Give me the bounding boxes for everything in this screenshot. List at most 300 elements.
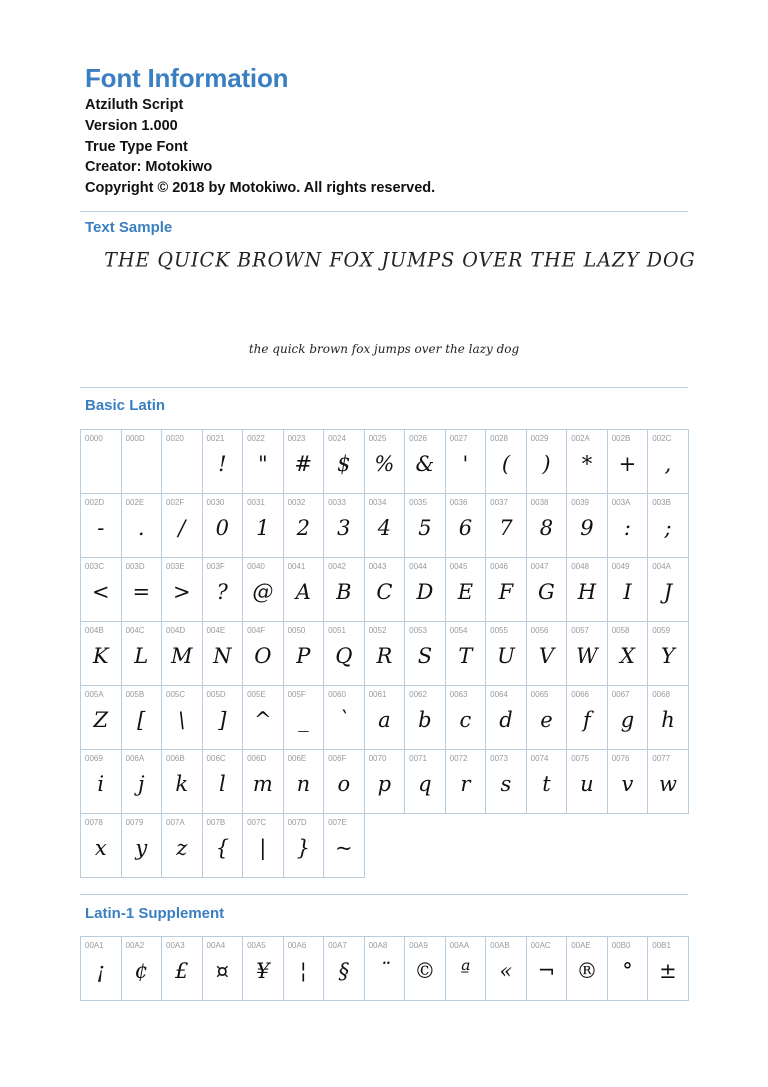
glyph-char: ¤ [215,959,229,983]
glyph-code: 003F [206,562,225,571]
glyph-cell [405,558,446,622]
glyph-code: 00A3 [166,941,185,950]
glyph-cell [405,937,446,1001]
basic-latin-heading: Basic Latin [85,397,166,414]
glyph-cell [243,558,284,622]
glyph-cell [567,558,608,622]
glyph-cell [608,622,649,686]
glyph-code: 004B [85,626,104,635]
glyph-cell [81,750,122,814]
glyph-char: 8 [539,516,554,540]
glyph-char: n [296,772,311,796]
glyph-code: 004A [652,562,671,571]
glyph-char: h [661,708,675,732]
glyph-code: 002E [125,498,145,507]
glyph-code: 003E [166,562,185,571]
glyph-cell [405,686,446,750]
glyph-cell [405,494,446,558]
glyph-cell [365,430,406,494]
glyph-code: 0070 [368,754,387,763]
glyph-code: 0054 [449,626,468,635]
glyph-code: 0071 [409,754,427,763]
glyph-char: a [378,708,391,732]
glyph-char: X [619,644,635,668]
glyph-code: 0064 [490,690,508,699]
glyph-char: - [97,516,105,540]
glyph-char: / [178,516,186,540]
glyph-cell [527,686,568,750]
glyph-char: i [97,772,105,796]
glyph-code: 0074 [530,754,549,763]
glyph-code: 0042 [328,562,346,571]
glyph-cell [608,750,649,814]
glyph-code: 005A [85,690,104,699]
glyph-cell [162,622,203,686]
glyph-char: W [576,644,598,668]
glyph-code: 00AC [530,941,551,950]
glyph-cell [324,686,365,750]
glyph-char: f [583,708,591,732]
glyph-cell [405,430,446,494]
glyph-cell [365,686,406,750]
glyph-char: N [213,644,232,668]
glyph-code: 00A7 [328,941,347,950]
glyph-char: O [254,644,272,668]
glyph-code: 0038 [530,498,549,507]
glyph-code: 0030 [206,498,225,507]
glyph-cell [446,494,487,558]
glyph-char: ) [542,452,551,476]
glyph-code: 0046 [490,562,508,571]
glyph-cell [284,558,325,622]
glyph-cell [203,750,244,814]
latin1-grid [80,936,689,1001]
glyph-char: ¡ [96,959,105,983]
glyph-code: 0025 [368,434,387,443]
glyph-code: 0022 [247,434,265,443]
font-info-block [85,95,435,199]
glyph-cell [648,558,689,622]
glyph-cell [203,686,244,750]
glyph-char: B [336,580,352,604]
glyph-code: 00AB [490,941,510,950]
glyph-code: 0035 [409,498,427,507]
glyph-code: 0026 [409,434,427,443]
glyph-cell [284,750,325,814]
glyph-char: ª [460,959,471,983]
glyph-char: J [663,580,673,604]
glyph-cell [527,558,568,622]
glyph-code: 00AA [449,941,470,950]
glyph-char: * [581,452,593,476]
glyph-code: 0020 [166,434,184,443]
glyph-code: 00A2 [125,941,145,950]
glyph-char: V [538,644,555,668]
glyph-char: q [418,772,432,796]
glyph-code: 0073 [490,754,508,763]
glyph-cell [486,494,527,558]
glyph-cell [162,558,203,622]
glyph-cell [486,558,527,622]
glyph-char: < [91,580,110,604]
glyph-char: ` [338,708,350,732]
glyph-char: $ [337,452,351,476]
glyph-code: 0057 [571,626,589,635]
basic-latin-grid [80,429,689,878]
glyph-cell [284,814,325,878]
glyph-cell [446,622,487,686]
glyph-code: 0039 [571,498,589,507]
glyph-char: ¦ [299,959,307,983]
glyph-cell [527,494,568,558]
glyph-code: 0041 [287,562,306,571]
glyph-code: 0068 [652,690,671,699]
glyph-char: \ [178,708,186,732]
glyph-code: 0075 [571,754,589,763]
glyph-char: " [257,452,268,476]
glyph-char: . [137,516,145,540]
glyph-cell [608,494,649,558]
glyph-cell [81,558,122,622]
lowercase-sample: the quick brown fox jumps over the lazy dog [248,342,520,356]
glyph-cell [527,430,568,494]
glyph-code: 007E [328,818,347,827]
glyph-char: [ [137,708,146,732]
glyph-char: o [337,772,351,796]
glyph-code: 006E [287,754,307,763]
glyph-char: © [414,959,436,983]
glyph-cell [486,686,527,750]
glyph-code: 0056 [530,626,549,635]
glyph-cell [648,937,689,1001]
glyph-code: 0066 [571,690,589,699]
glyph-char: z [176,836,188,860]
glyph-char: Z [93,708,109,732]
glyph-char: 1 [256,516,270,540]
glyph-cell [284,430,325,494]
glyph-code: 0043 [368,562,387,571]
glyph-cell [203,622,244,686]
glyph-code: 0076 [611,754,630,763]
glyph-char: y [135,836,148,860]
glyph-char: ¥ [256,959,270,983]
glyph-char: k [175,772,189,796]
glyph-code: 005C [166,690,186,699]
glyph-code: 003B [652,498,671,507]
glyph-code: 007D [287,818,307,827]
glyph-char: H [577,580,597,604]
glyph-cell [567,686,608,750]
glyph-code: 00A6 [287,941,307,950]
glyph-code: 0000 [85,434,103,443]
glyph-code: 007A [166,818,185,827]
glyph-char: ¬ [537,959,556,983]
section-divider [80,387,688,388]
glyph-code: 002D [85,498,105,507]
glyph-code: 006C [206,754,226,763]
glyph-code: 005F [287,690,306,699]
glyph-char: ? [216,580,228,604]
glyph-char: p [377,772,392,796]
glyph-cell [162,686,203,750]
glyph-code: 0034 [368,498,387,507]
glyph-char: > [172,580,191,604]
glyph-cell [203,430,244,494]
glyph-code: 0061 [368,690,387,699]
glyph-cell [243,814,284,878]
glyph-char: § [338,959,350,983]
glyph-code: 0021 [206,434,225,443]
glyph-code: 005B [125,690,145,699]
glyph-char: K [92,644,109,668]
glyph-code: 0037 [490,498,508,507]
glyph-code: 007B [206,818,226,827]
glyph-cell [486,750,527,814]
glyph-code: 006D [247,754,267,763]
glyph-cell [243,686,284,750]
glyph-char: ¢ [134,959,148,983]
glyph-code: 005D [206,690,226,699]
glyph-cell [486,430,527,494]
glyph-char: 0 [215,516,229,540]
glyph-cell [122,558,163,622]
glyph-code: 0067 [611,690,630,699]
glyph-code: 0036 [449,498,468,507]
glyph-char: Y [661,644,675,668]
glyph-code: 0058 [611,626,630,635]
glyph-code: 002A [571,434,590,443]
glyph-char: ¨ [379,959,390,983]
glyph-char: ( [501,452,511,476]
glyph-char: ] [218,708,227,732]
glyph-code: 00A8 [368,941,388,950]
glyph-cell [162,814,203,878]
glyph-char: ^ [254,708,272,732]
glyph-code: 0062 [409,690,427,699]
glyph-char: | [259,836,267,860]
glyph-cell [527,750,568,814]
glyph-char: F [498,580,514,604]
glyph-char: 2 [296,516,311,540]
glyph-cell [567,937,608,1001]
glyph-code: 000D [125,434,145,443]
glyph-cell [527,937,568,1001]
glyph-code: 003A [611,498,631,507]
glyph-code: 0055 [490,626,508,635]
glyph-char: 9 [580,516,594,540]
glyph-cell [324,430,365,494]
glyph-char: £ [175,959,189,983]
glyph-code: 0065 [530,690,549,699]
glyph-cell [122,937,163,1001]
glyph-cell [446,558,487,622]
glyph-code: 00A1 [85,941,104,950]
glyph-code: 004F [247,626,266,635]
glyph-cell [81,622,122,686]
glyph-cell [162,937,203,1001]
glyph-code: 006A [125,754,145,763]
glyph-cell [365,750,406,814]
glyph-cell [405,622,446,686]
font-name: Atziluth Script [85,97,184,113]
glyph-char: G [538,580,555,604]
glyph-code: 002C [652,434,672,443]
glyph-cell [324,622,365,686]
glyph-code: 0060 [328,690,346,699]
glyph-code: 0023 [287,434,306,443]
font-creator: Creator: Motokiwo [85,159,213,176]
font-copyright: Copyright © 2018 by Motokiwo. All rights reserved. [85,180,436,197]
glyph-cell [203,937,244,1001]
glyph-code: 002B [611,434,631,443]
glyph-code: 0050 [287,626,306,635]
glyph-char: P [296,644,311,668]
glyph-char: ! [218,452,227,476]
glyph-cell [648,686,689,750]
page-title: Font Information [85,63,289,93]
glyph-cell [608,430,649,494]
glyph-cell [284,494,325,558]
glyph-code: 00AE [571,941,591,950]
glyph-code: 00B1 [652,941,671,950]
glyph-code: 0079 [125,818,144,827]
glyph-cell [162,430,203,494]
glyph-char: 5 [418,516,432,540]
glyph-code: 0045 [449,562,468,571]
glyph-char: l [218,772,226,796]
glyph-cell [122,750,163,814]
glyph-char: 4 [377,516,392,540]
glyph-code: 002F [166,498,185,507]
glyph-cell [81,814,122,878]
glyph-code: 0053 [409,626,427,635]
glyph-code: 0024 [328,434,346,443]
glyph-code: 003C [85,562,105,571]
glyph-char: « [499,959,513,983]
glyph-char: I [623,580,632,604]
glyph-char: R [376,644,393,668]
glyph-cell [162,494,203,558]
glyph-cell [122,430,163,494]
glyph-cell [567,622,608,686]
glyph-cell [446,750,487,814]
glyph-cell [162,750,203,814]
glyph-char: # [294,452,313,476]
glyph-cell [243,622,284,686]
glyph-char: E [457,580,474,604]
glyph-code: 00A9 [409,941,428,950]
glyph-cell [122,814,163,878]
glyph-cell [324,814,365,878]
glyph-char: ± [659,959,677,983]
glyph-cell [648,750,689,814]
glyph-cell [365,558,406,622]
glyph-char: 6 [458,516,473,540]
glyph-char: % [374,452,395,476]
glyph-cell [81,430,122,494]
glyph-cell [243,937,284,1001]
glyph-cell [284,622,325,686]
glyph-char: D [416,580,434,604]
glyph-code: 0078 [85,818,103,827]
glyph-char: r [460,772,471,796]
glyph-char: w [658,772,677,796]
glyph-cell [203,494,244,558]
glyph-code: 00B0 [611,941,631,950]
glyph-code: 00A4 [206,941,226,950]
glyph-char: S [417,644,433,668]
glyph-char: + [618,452,637,476]
glyph-char: t [542,772,551,796]
glyph-cell [284,686,325,750]
section-divider [80,894,688,895]
latin1-heading: Latin-1 Supplement [85,905,225,922]
glyph-cell [203,814,244,878]
glyph-cell [243,494,284,558]
glyph-char: ® [576,959,598,983]
glyph-char: j [138,772,145,796]
glyph-code: 0040 [247,562,265,571]
glyph-cell [122,494,163,558]
glyph-char: : [623,516,631,540]
glyph-char: Q [335,644,353,668]
glyph-code: 0077 [652,754,671,763]
glyph-cell [81,494,122,558]
glyph-code: 0048 [571,562,589,571]
glyph-cell [446,686,487,750]
section-divider [80,211,688,212]
glyph-code: 003D [125,562,145,571]
glyph-char: { [215,836,229,860]
text-sample-heading: Text Sample [85,219,173,236]
glyph-code: 004D [166,626,186,635]
glyph-char: C [376,580,393,604]
glyph-code: 0044 [409,562,427,571]
glyph-char: ' [462,452,469,476]
glyph-cell [446,937,487,1001]
glyph-code: 0069 [85,754,103,763]
glyph-char: m [252,772,273,796]
glyph-code: 0033 [328,498,346,507]
glyph-char: d [499,708,513,732]
glyph-char: 3 [337,516,351,540]
glyph-cell [567,430,608,494]
glyph-char: A [295,580,311,604]
glyph-char: U [497,644,515,668]
glyph-cell [567,494,608,558]
glyph-cell [608,558,649,622]
glyph-cell [365,494,406,558]
glyph-code: 006B [166,754,185,763]
glyph-cell [648,494,689,558]
glyph-char: x [94,836,107,860]
glyph-cell [122,686,163,750]
glyph-cell [446,430,487,494]
glyph-cell [324,750,365,814]
glyph-code: 004E [206,626,226,635]
glyph-cell [365,937,406,1001]
glyph-char: & [415,452,435,476]
glyph-code: 005E [247,690,266,699]
glyph-code: 0063 [449,690,468,699]
glyph-cell [405,750,446,814]
glyph-cell [324,558,365,622]
glyph-char: M [171,644,193,668]
glyph-code: 0031 [247,498,265,507]
glyph-cell [648,622,689,686]
glyph-cell [365,622,406,686]
glyph-char: u [580,772,594,796]
